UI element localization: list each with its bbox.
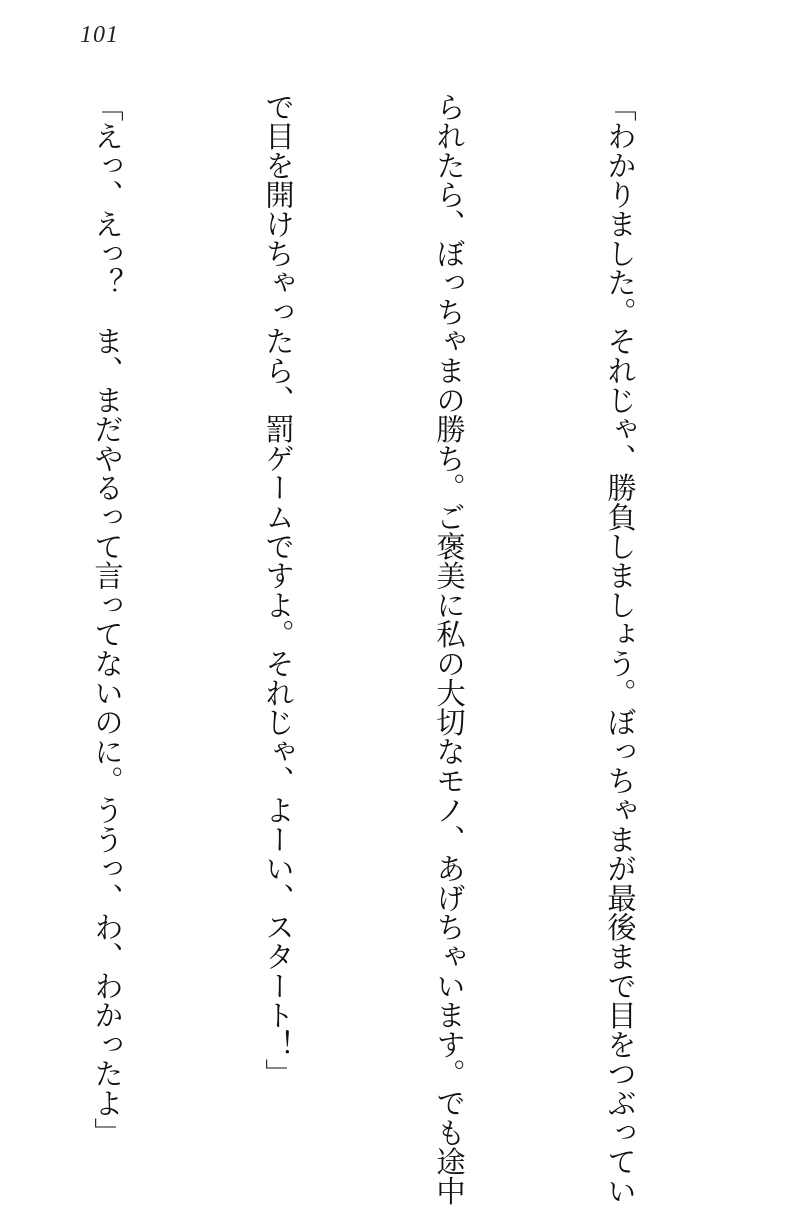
text-column: られたら、ぼっちゃまの勝ち。ご褒美に私の大切なモノ、あげちゃいます。でも途中	[432, 92, 466, 1206]
page-number: 101	[80, 22, 119, 48]
text-column: で目を開けちゃったら、罰ゲームですよ。それじゃ、よーい、スタート！」	[261, 92, 295, 1089]
novel-text	[0, 92, 762, 1206]
text-column: 「わかりました。それじゃ、勝負しましょう。ぼっちゃまが最後まで目をつぶってい	[603, 92, 637, 1206]
text-column: 「えっ、えっ？ ま、まだやるって言ってないのに。ううっ、わ、わかったよ」	[90, 92, 124, 1147]
